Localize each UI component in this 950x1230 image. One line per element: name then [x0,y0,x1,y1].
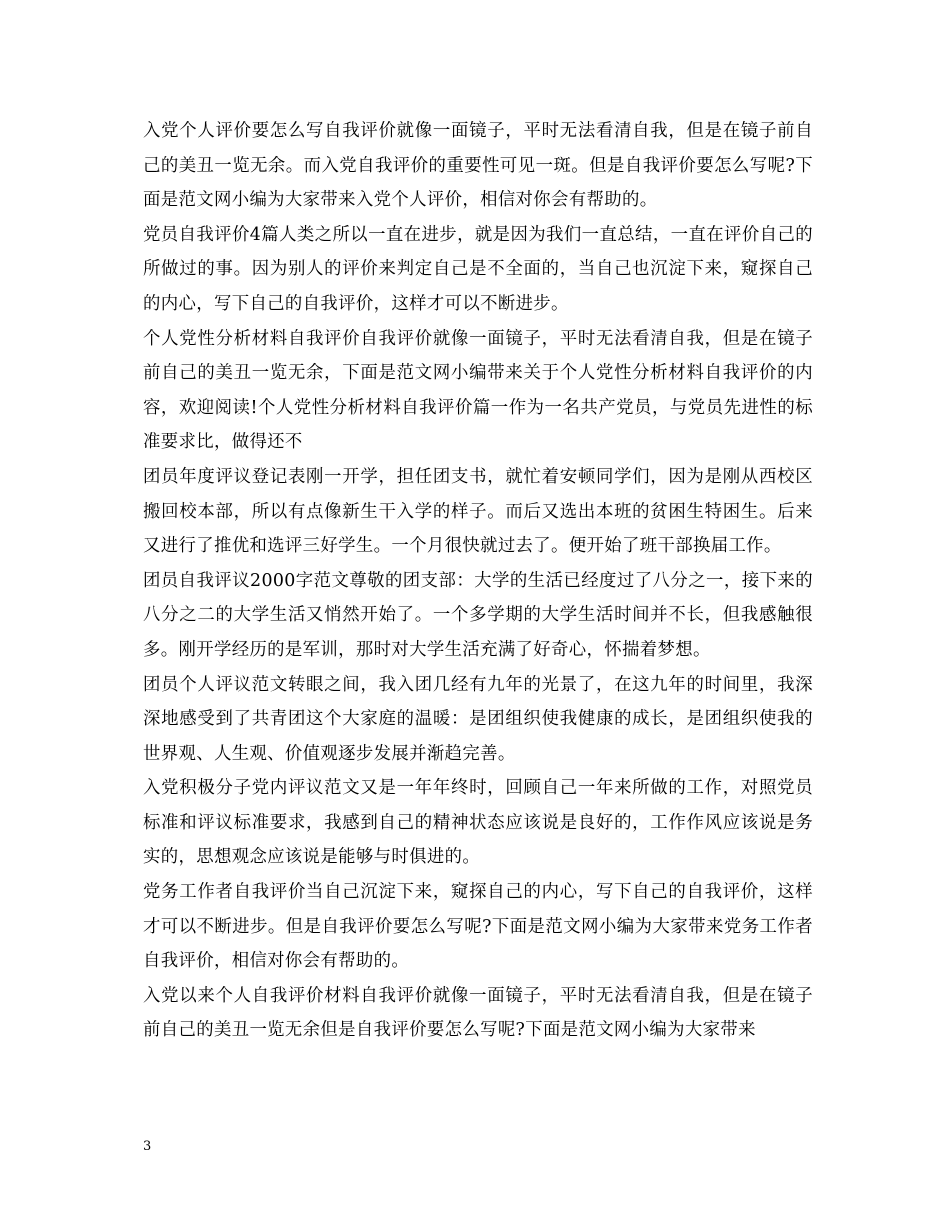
page-number: 3 [143,1139,152,1154]
paragraph-9: 入党以来个人自我评价材料自我评价就像一面镜子，平时无法看清自我，但是在镜子前自己的美丑一览无余但是自我评价要怎么写呢?下面是范文网小编为大家带来 [143,985,813,1041]
paragraph-2: 党员自我评价4篇人类之所以一直在进步，就是因为我们一直总结，一直在评价自己的所做过的事。因为别人的评价来判定自己是不全面的，当自己也沉淀下来，窥探自己的内心，写下自己的自我评价，这样才可以不断进步。 [143,224,813,314]
document-body [143,114,813,1048]
paragraph-1: 入党个人评价要怎么写自我评价就像一面镜子，平时无法看清自我，但是在镜子前自己的美丑一览无余。而入党自我评价的重要性可见一斑。但是自我评价要怎么写呢?下面是范文网小编为大家带来入党个人评价，相信对你会有帮助的。 [143,121,813,211]
paragraph-4: 团员年度评议登记表刚一开学，担任团支书，就忙着安顿同学们，因为是刚从西校区搬回校本部，所以有点像新生干入学的样子。而后又选出本班的贫困生特困生。后来又进行了推优和选评三好学生。一个月很快就过去了。便开始了班干部换届工作。 [143,466,813,557]
paragraph-7: 入党积极分子党内评议范文又是一年年终时，回顾自己一年来所做的工作，对照党员标准和评议标准要求，我感到自己的精神状态应该说是良好的，工作作风应该说是务实的，思想观念应该说是能够与时俱进的。 [143,778,813,868]
paragraph-6: 团员个人评议范文转眼之间，我入团几经有九年的光景了，在这九年的时间里，我深深地感受到了共青团这个大家庭的温暖：是团组织使我健康的成长，是团组织使我的世界观、人生观、价值观逐步发展并渐趋完善。 [143,674,813,764]
paragraph-8: 党务工作者自我评价当自己沉淀下来，窥探自己的内心，写下自己的自我评价，这样才可以不断进步。但是自我评价要怎么写呢?下面是范文网小编为大家带来党务工作者自我评价，相信对你会有帮助的。 [143,882,813,972]
paragraph-5: 团员自我评议2000字范文尊敬的团支部：大学的生活已经度过了八分之一，接下来的八分之二的大学生活又悄然开始了。一个多学期的大学生活时间并不长，但我感触很多。刚开学经历的是军训，那时对大学生活充满了好奇心，怀揣着梦想。 [143,570,813,660]
paragraph-3: 个人党性分析材料自我评价自我评价就像一面镜子，平时无法看清自我，但是在镜子前自己的美丑一览无余，下面是范文网小编带来关于个人党性分析材料自我评价的内容，欢迎阅读!个人党性分析材料自我评价篇一作为一名共产党员，与党员先进性的标准要求比，做得还不 [143,328,813,453]
